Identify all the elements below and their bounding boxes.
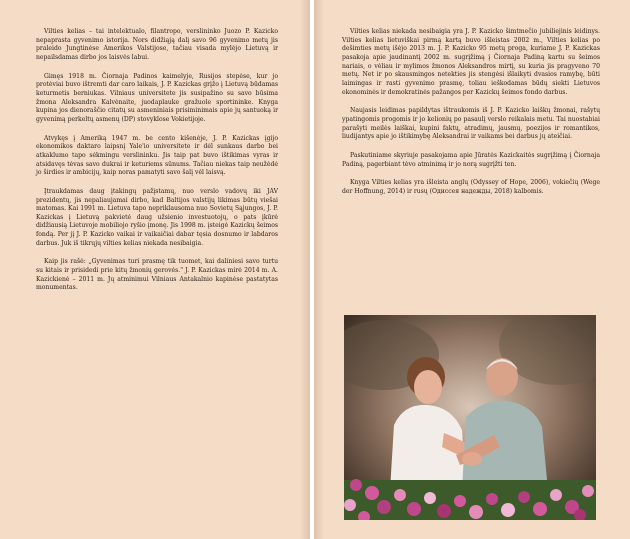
right-paragraph-1: Vilties kelias niekada nesibaigia yra J. P. Kazicko šimtmečio jubiliejinis leidinys. Vilties kelias lietuviškai pirmą kartą buvo išleistas 2002 m., Vilties kelias po dešimties metų išėjo 2013 m. J. P. Kazicko 95 metų proga, kuriame J. P. Kazickas pasakoja apie jaudinantį 2002 m. sugrįžimą į Čiornaja Padiną kartu su šeimos nariais, o vėliau ir mylimos žmonos Aleksandros mirtį, su kuria jis pragyveno 70 metų. Net ir po skausmingos netekties jis stengėsi išlaikyti dvasios ramybę, būti laimingas ir rasti gyvenimo prasmę, toliau ieškodamas būdų siekti Lietuvos ekonominės ir demokratinės pažangos per Kazickų šeimos fondo darbus.: [342, 28, 600, 96]
left-paragraph-5: Kaip jis rašė: „Gyvenimas turi prasmę tik tuomet, kai daliniesi savo turtu su kitais ir prisidedi prie kitų žmonių gerovės." J. P. Kazickas mirė 2014 m. A. Kazickienė – 2011 m. Jų atminimui Vilniaus Antakalnio kapinėse pastatytas monumentas.: [36, 258, 278, 292]
left-paragraph-4: Įtraukdamas daug įtakingų pažįstamų, nuo verslo vadovų iki JAV prezidentų, jis nepaliaujamai dirbo, kad Baltijos valstijų likimas būtų viešai matomas. Kai 1991 m. Lietuva tapo nepriklausoma nuo Sovietų Sąjungos, J. P. Kazickas į Lietuvą pakvietė daug užsienio investuotojų, o pats įkūrė didžiausią Lietuvoje mobiliojo ryšio įmonę. Jis 1998 m. įsteigė Kazickų šeimos fondą. Per jį J. P. Kazicko vaikai ir vaikaičiai dabar tęsia dosnumo ir labdaros darbus. Juk iš tikrųjų vilties kelias niekada nesibaigia.: [36, 187, 278, 247]
left-paragraph-3: Atvykęs į Ameriką 1947 m. be cento kišenėje, J. P. Kazickas įgijo ekonomikos daktaro laipsnį Yale'io universitete ir dėl sunkaus darbo bei atkaklumo tapo sėkmingu verslininku. Jis taip pat buvo ištikimas vyras ir atsidavęs tėvas savo dukrai ir keturiems sūnums. Tačiau niekas taip neužėdė jo širdies ir ambicijų, kaip noras pamatyti savo šalį vėl laisvą.: [36, 134, 278, 177]
left-paragraph-1: Vilties kelias – tai intelektualo, filantropo, verslininko Juozo P. Kazicko nepaprasta gyvenimo istorija. Nors didžiąją dalį savo 96 gyvenimo metų jis praleido Jungtinėse Amerikos Valstijose, tačiau visada mylėjo Lietuvą ir nepailsdamas dirbo jos laisvės labui.: [36, 28, 278, 61]
couple-photo-illustration: [344, 315, 596, 520]
left-page: [0, 0, 310, 539]
right-paragraph-2: Naujasis leidimas papildytas ištraukomis iš J. P. Kazicko laiškų žmonai, rašytų ypatingomis progomis ir jo kelionių po pasaulį verslo reikalais metu. Tai nuostabiai parašyti meilės laiškai, kupini faktų, atradimų, jausmų, poezijos ir romantikos, liudijantys apie jo ištikimybę Aleksandrai ir vaikams bei darbus jų ateičiai.: [342, 107, 600, 141]
right-page: [314, 0, 630, 539]
right-text-column: [342, 28, 600, 207]
couple-photo: [344, 315, 596, 520]
left-paragraph-2: Gimęs 1918 m. Čiornaja Padinos kaimelyje, Rusijos stepėse, kur jo protėviai buvo ištremti dar caro laikais, J. P. Kazickas grįžo į Lietuvą būdamas keturmetis berniukas. Vilniaus universitete jis susipažino su savo būsima žmona Aleksandra Kalvėnaite, juodaplauke gražuole sportininke. Knyga kupina jos dienoraščio citatų su asmeniniais prisiminimais apie jų santuoką ir gyvenimą perkeltų asmenų (DP) stovyklose Vokietijoje.: [36, 72, 278, 123]
right-paragraph-3: Paskutiniame skyriuje pasakojama apie Jūratės Kazickaitės sugrįžimą į Čiornaja Padiną, pagerbiant tėvo atminimą ir jo norą sugrįžti ten.: [342, 151, 600, 168]
left-text-column: [36, 28, 278, 303]
right-paragraph-4: Knyga Vilties kelias yra išleista anglų (Odyssey of Hope, 2006), vokiečių (Wege der Hoffnung, 2014) ir rusų (Одиссея надежды, 2018) kalbomis.: [342, 179, 600, 195]
